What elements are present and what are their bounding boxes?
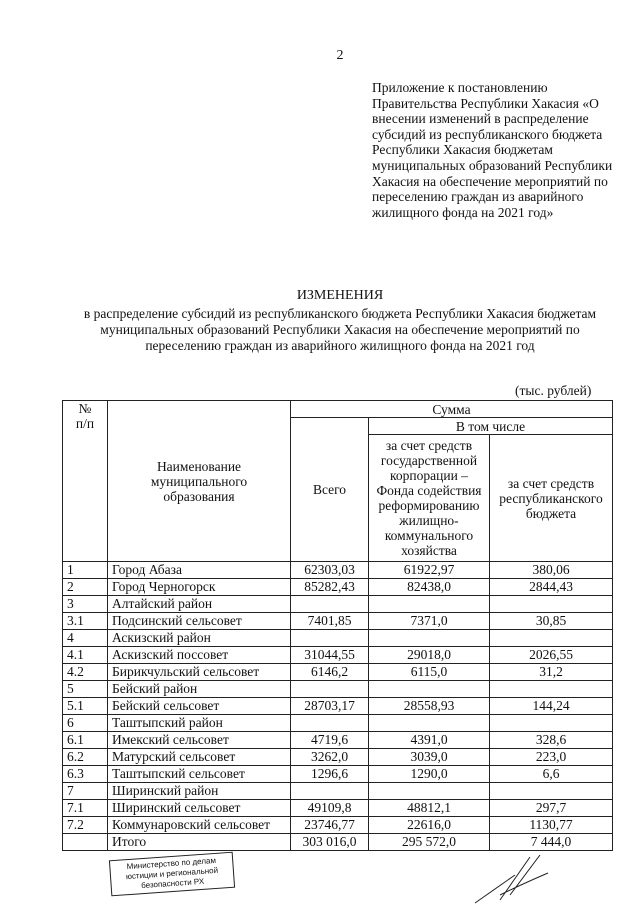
row-total: 3262,0	[291, 749, 369, 766]
row-name: Бейский район	[108, 681, 291, 698]
row-number: 6.3	[63, 766, 108, 783]
table-row	[63, 783, 613, 800]
row-fund: 48812,1	[369, 800, 490, 817]
row-fund: 22616,0	[369, 817, 490, 834]
table-row	[63, 817, 613, 834]
row-fund	[369, 596, 490, 613]
row-total: 28703,17	[291, 698, 369, 715]
row-name: Ширинский сельсовет	[108, 800, 291, 817]
table-row	[63, 732, 613, 749]
row-total: 303 016,0	[291, 834, 369, 851]
subsidy-table	[62, 400, 613, 851]
row-fund	[369, 783, 490, 800]
row-republic: 2844,43	[490, 579, 613, 596]
row-number: 3	[63, 596, 108, 613]
row-name: Аскизский поссовет	[108, 647, 291, 664]
table-row	[63, 800, 613, 817]
row-total: 1296,6	[291, 766, 369, 783]
row-total: 4719,6	[291, 732, 369, 749]
row-republic: 1130,77	[490, 817, 613, 834]
row-fund: 29018,0	[369, 647, 490, 664]
row-number: 4	[63, 630, 108, 647]
row-republic	[490, 681, 613, 698]
row-fund	[369, 681, 490, 698]
row-republic: 6,6	[490, 766, 613, 783]
header-sum: Сумма	[291, 401, 613, 418]
row-number: 7.1	[63, 800, 108, 817]
table-row	[63, 766, 613, 783]
row-number: 4.1	[63, 647, 108, 664]
row-fund: 7371,0	[369, 613, 490, 630]
row-number: 1	[63, 562, 108, 579]
row-total	[291, 681, 369, 698]
ministry-stamp: Министерство по делам юстиции и региональной безопасности РХ	[109, 852, 235, 897]
row-total: 7401,85	[291, 613, 369, 630]
table-row	[63, 749, 613, 766]
header-republic: за счет средств республиканского бюджета	[490, 435, 613, 562]
table-row	[63, 613, 613, 630]
row-number: 4.2	[63, 664, 108, 681]
table-row	[63, 562, 613, 579]
header-total: Всего	[291, 418, 369, 562]
row-fund: 295 572,0	[369, 834, 490, 851]
row-name: Бейский сельсовет	[108, 698, 291, 715]
row-republic	[490, 630, 613, 647]
row-fund	[369, 715, 490, 732]
table-row	[63, 579, 613, 596]
row-fund: 1290,0	[369, 766, 490, 783]
row-republic: 30,85	[490, 613, 613, 630]
header-including: В том числе	[369, 418, 613, 435]
table-row	[63, 715, 613, 732]
row-name: Коммунаровский сельсовет	[108, 817, 291, 834]
row-fund: 82438,0	[369, 579, 490, 596]
header-fund: за счет средств государственной корпорации – Фонда содействия реформированию жилищно-коммунального хозяйства	[369, 435, 490, 562]
row-name: Матурский сельсовет	[108, 749, 291, 766]
row-total: 6146,2	[291, 664, 369, 681]
row-republic	[490, 596, 613, 613]
header-name: Наименование муниципального образования	[108, 401, 291, 562]
row-total	[291, 783, 369, 800]
table-row	[63, 698, 613, 715]
row-number: 5.1	[63, 698, 108, 715]
table-row	[63, 664, 613, 681]
row-total: 85282,43	[291, 579, 369, 596]
row-fund	[369, 630, 490, 647]
document-subtitle: в распределение субсидий из республиканского бюджета Республики Хакасия бюджетам муниципальных образований Республики Хакасия на обеспечение мероприятий по переселению граждан из аварийного жилищного фонда на 2021 год	[83, 306, 597, 353]
row-republic: 144,24	[490, 698, 613, 715]
row-name: Подсинский сельсовет	[108, 613, 291, 630]
table-row	[63, 596, 613, 613]
row-total: 49109,8	[291, 800, 369, 817]
table-row	[63, 834, 613, 851]
header-num: № п/п	[63, 401, 108, 562]
row-republic: 2026,55	[490, 647, 613, 664]
row-name: Алтайский район	[108, 596, 291, 613]
row-total	[291, 596, 369, 613]
row-number: 6.1	[63, 732, 108, 749]
row-republic: 328,6	[490, 732, 613, 749]
row-fund: 4391,0	[369, 732, 490, 749]
row-number: 6.2	[63, 749, 108, 766]
row-fund: 3039,0	[369, 749, 490, 766]
row-republic: 380,06	[490, 562, 613, 579]
row-name: Итого	[108, 834, 291, 851]
row-fund: 28558,93	[369, 698, 490, 715]
row-name: Ширинский район	[108, 783, 291, 800]
appendix-note: Приложение к постановлению Правительства Республики Хакасия «О внесении изменений в распределение субсидий из республиканского бюджета Республики Хакасия бюджетам муниципальных образований Республики Хакасия на обеспечение мероприятий по переселению граждан из аварийного жилищного фонда на 2021 год»	[372, 80, 613, 220]
row-republic: 31,2	[490, 664, 613, 681]
row-republic	[490, 715, 613, 732]
document-title: ИЗМЕНЕНИЯ	[296, 288, 384, 303]
row-republic: 223,0	[490, 749, 613, 766]
row-republic: 7 444,0	[490, 834, 613, 851]
row-name: Аскизский район	[108, 630, 291, 647]
row-number: 5	[63, 681, 108, 698]
row-name: Город Черногорск	[108, 579, 291, 596]
table-row	[63, 647, 613, 664]
row-name: Бирикчульский сельсовет	[108, 664, 291, 681]
table-row	[63, 630, 613, 647]
row-number: 3.1	[63, 613, 108, 630]
table-row	[63, 681, 613, 698]
row-name: Имекский сельсовет	[108, 732, 291, 749]
row-republic	[490, 783, 613, 800]
row-number: 7.2	[63, 817, 108, 834]
row-total	[291, 630, 369, 647]
row-fund: 61922,97	[369, 562, 490, 579]
row-number: 7	[63, 783, 108, 800]
row-name: Город Абаза	[108, 562, 291, 579]
signature	[470, 855, 550, 905]
row-number	[63, 834, 108, 851]
row-fund: 6115,0	[369, 664, 490, 681]
row-republic: 297,7	[490, 800, 613, 817]
row-name: Таштыпский сельсовет	[108, 766, 291, 783]
units-label: (тыс. рублей)	[515, 383, 592, 398]
row-number: 6	[63, 715, 108, 732]
row-number: 2	[63, 579, 108, 596]
page-number: 2	[336, 48, 344, 63]
row-name: Таштыпский район	[108, 715, 291, 732]
row-total	[291, 715, 369, 732]
row-total: 62303,03	[291, 562, 369, 579]
row-total: 23746,77	[291, 817, 369, 834]
row-total: 31044,55	[291, 647, 369, 664]
